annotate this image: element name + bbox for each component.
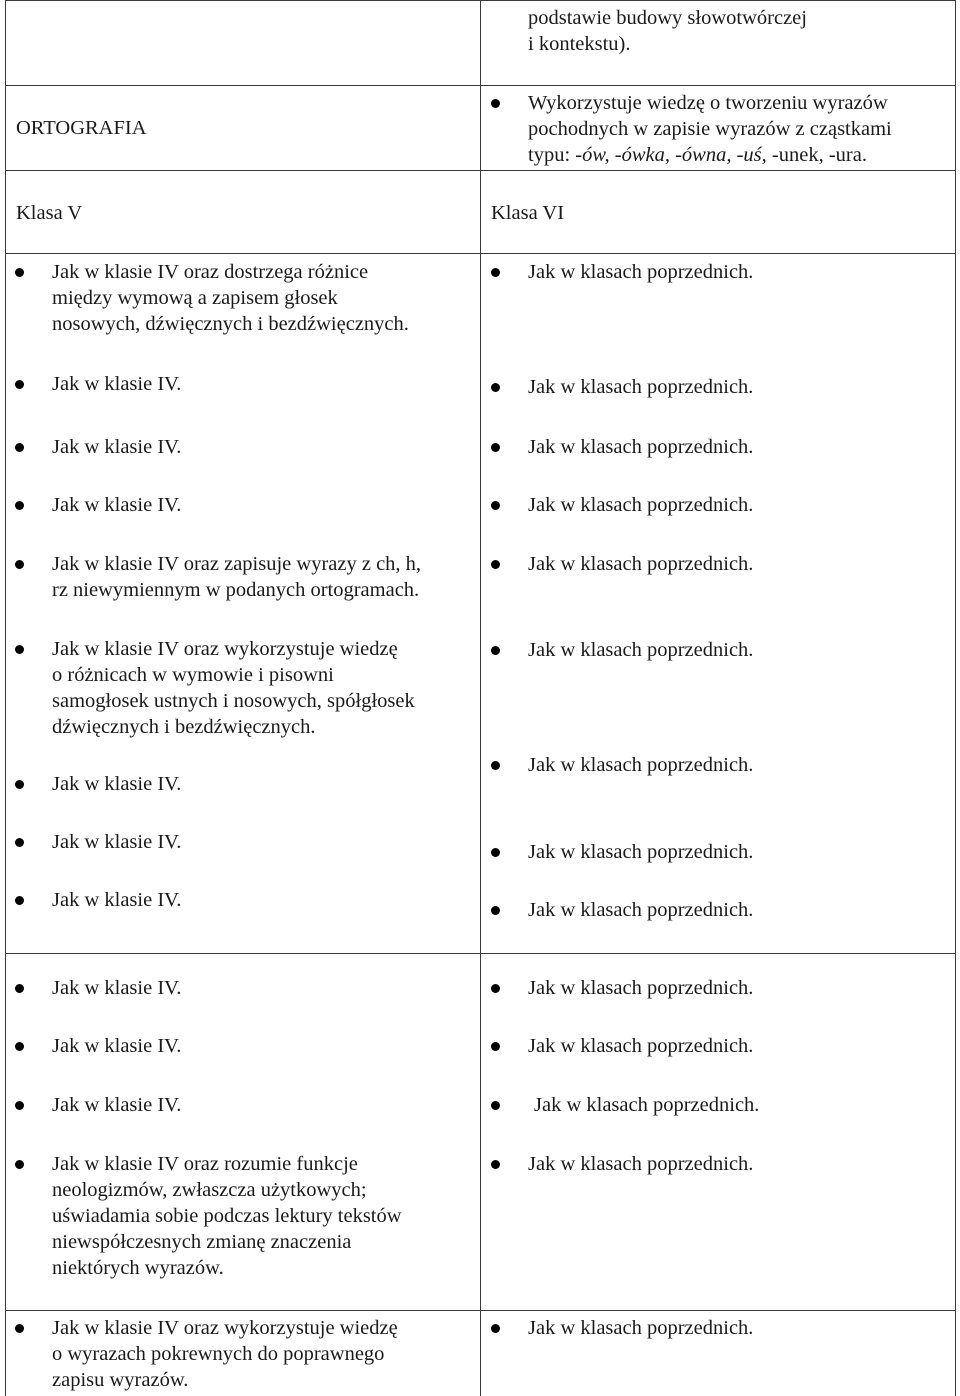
list-item-line: Jak w klasach poprzednich. [528,261,754,283]
list-item-line: niektórych wyrazów. [52,1257,224,1279]
list-item-line: Jak w klasie IV. [52,773,182,795]
list-item-line: Jak w klasach poprzednich. [528,553,754,575]
section-label-ortografia: ORTOGRAFIA [16,117,147,139]
bullet-icon [491,1042,500,1051]
list-item-line: Jak w klasach poprzednich. [528,754,754,776]
bullet-icon [491,443,500,452]
list-item-line: Jak w klasie IV. [52,1035,182,1057]
bullet-icon [15,560,24,569]
list-item-line: Jak w klasach poprzednich. [528,494,754,516]
list-item-line: Jak w klasie IV. [52,494,182,516]
bullet-icon [15,645,24,654]
list-item-line: Jak w klasie IV. [52,831,182,853]
list-item-line: Jak w klasie IV. [52,436,182,458]
bullet-icon [491,1101,500,1110]
list-item-line: zapisu wyrazów. [52,1369,189,1391]
column-header-klasa-vi: Klasa VI [491,202,565,224]
bullet-icon [15,1042,24,1051]
list-item-line: Jak w klasie IV. [52,1094,182,1116]
list-item-line: Jak w klasach poprzednich. [528,1035,754,1057]
bullet-icon [15,268,24,277]
bullet-icon [15,443,24,452]
list-item-line: Jak w klasie IV oraz zapisuje wyrazy z ch, h, [52,553,422,575]
list-item-line: typu: -ów, -ówka, -ówna, -uś, -unek, -ura. [528,144,867,166]
list-item-line: Jak w klasach poprzednich. [528,639,754,661]
list-item-line: Jak w klasach poprzednich. [528,977,754,999]
bullet-icon [491,1160,500,1169]
list-item-line: Jak w klasach poprzednich. [534,1094,760,1116]
list-item-line: Jak w klasie IV oraz dostrzega różnice [52,261,369,283]
bullet-icon [491,646,500,655]
list-item-line: Jak w klasach poprzednich. [528,1153,754,1175]
list-item-line: Jak w klasie IV oraz wykorzystuje wiedzę [52,1317,398,1339]
column-header-klasa-v: Klasa V [16,202,83,224]
list-item-line: Jak w klasach poprzednich. [528,376,754,398]
list-item-line: Jak w klasie IV oraz rozumie funkcje [52,1153,358,1175]
bullet-icon [15,780,24,789]
column-divider [480,0,481,1396]
list-item-line: o różnicach w wymowie i pisowni [52,664,334,686]
list-item-line: Jak w klasie IV. [52,889,182,911]
bullet-icon [15,501,24,510]
bullet-icon [491,761,500,770]
bullet-icon [491,906,500,915]
list-item-line: między wymową a zapisem głosek [52,287,338,309]
list-item-line: pochodnych w zapisie wyrazów z cząstkami [528,118,892,140]
bullet-icon [491,560,500,569]
table-right-border [955,0,956,1396]
bullet-icon [15,984,24,993]
list-item-line: samogłosek ustnych i nosowych, spółgłosek [52,690,415,712]
bullet-icon [15,380,24,389]
list-item-line: niewspółczesnych zmianę znaczenia [52,1231,352,1253]
list-item-line: nosowych, dźwięcznych i bezdźwięcznych. [52,313,409,335]
list-item-line: Jak w klasach poprzednich. [528,899,754,921]
list-item-line: Jak w klasie IV. [52,977,182,999]
list-item-line: rz niewymiennym w podanych ortogramach. [52,579,420,601]
bullet-icon [491,268,500,277]
bullet-icon [491,99,500,108]
continued-text-line: i kontekstu). [528,33,631,55]
list-item-line: uświadamia sobie podczas lektury tekstów [52,1205,402,1227]
list-item-line: dźwięcznych i bezdźwięcznych. [52,716,316,738]
bullet-icon [15,1324,24,1333]
bullet-icon [491,984,500,993]
table-left-border [5,0,6,1396]
bullet-icon [15,896,24,905]
list-item-line: Jak w klasach poprzednich. [528,436,754,458]
bullet-icon [491,848,500,857]
bullet-icon [491,501,500,510]
list-item-line: o wyrazach pokrewnych do poprawnego [52,1343,385,1365]
list-item-line: neologizmów, zwłaszcza użytkowych; [52,1179,367,1201]
bullet-icon [491,383,500,392]
list-item-line: Wykorzystuje wiedzę o tworzeniu wyrazów [528,92,888,114]
list-item-line: Jak w klasie IV oraz wykorzystuje wiedzę [52,638,398,660]
list-item-line: Jak w klasie IV. [52,373,182,395]
list-item-line: Jak w klasach poprzednich. [528,1317,754,1339]
bullet-icon [15,1160,24,1169]
continued-text-line: podstawie budowy słowotwórczej [528,7,807,29]
bullet-icon [15,838,24,847]
list-item-line: Jak w klasach poprzednich. [528,841,754,863]
bullet-icon [491,1324,500,1333]
bullet-icon [15,1101,24,1110]
